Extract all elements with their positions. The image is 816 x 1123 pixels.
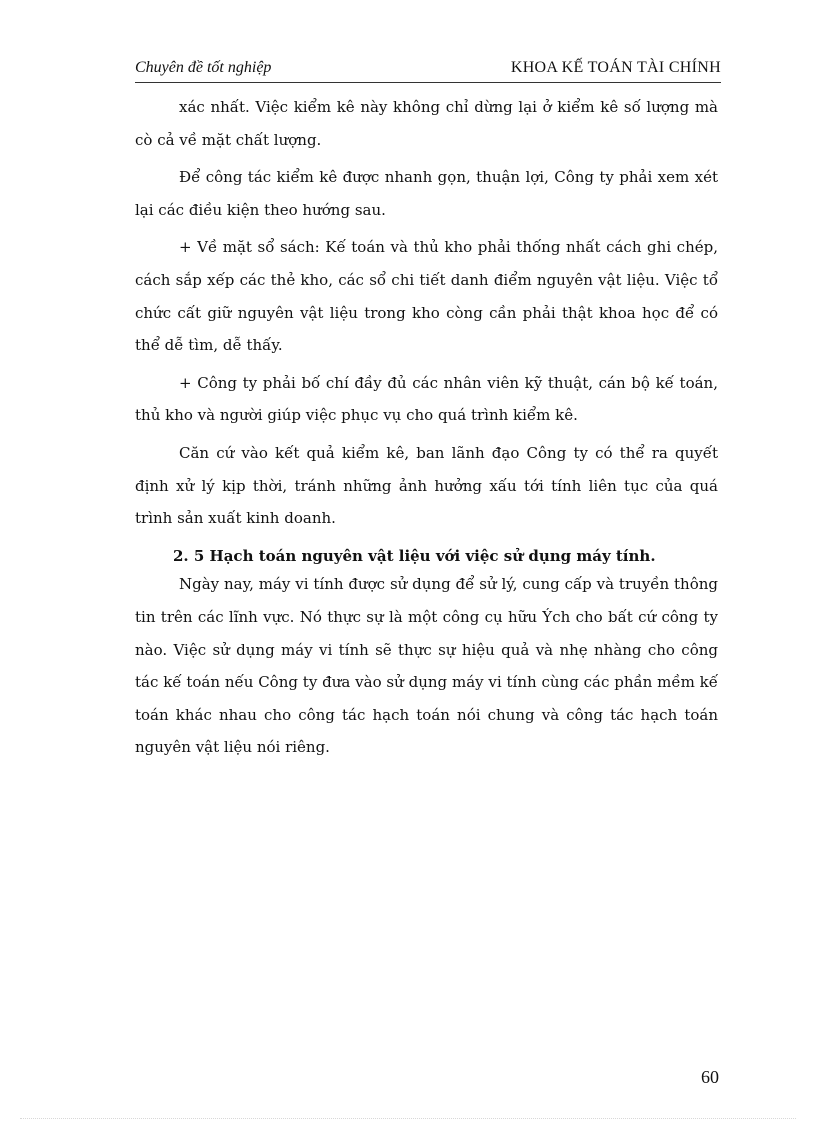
header-faculty: KHOA KẾ TOÁN TÀI CHÍNH: [510, 59, 721, 76]
body-text: [135, 91, 718, 769]
header-document-type: Chuyên đề tốt nghiệp: [135, 59, 272, 76]
paragraph-computer-accounting: Ngày nay, máy vi tính được sử dụng để sử lý, cung cấp và truyền thông tin trên các lĩnh vực. Nó thực sự là một công cụ hữu Ých cho bất cứ công ty nào. Việc sử dụng máy vi tính sẽ thực sự hiệu quả và nhẹ nhàng cho công tác kế toán nếu Công ty đưa vào sử dụng máy vi tính cùng các phần mềm kế toán khác nhau cho công tác hạch toán nói chung và công tác hạch toán nguyên vật liệu nói riêng.: [135, 575, 718, 757]
page-bottom-rule: [20, 1118, 796, 1119]
page-header: [135, 58, 721, 83]
paragraph-bookkeeping: + Về mặt sổ sách: Kế toán và thủ kho phải thống nhất cách ghi chép, cách sắp xếp các thẻ kho, các sổ chi tiết danh điểm nguyên vật liệu. Việc tổ chức cất giữ nguyên vật liệu trong kho còng cần phải thật khoa học để có thể dễ tìm, dễ thấy.: [135, 238, 718, 355]
paragraph-inventory-results: Căn cứ vào kết quả kiểm kê, ban lãnh đạo Công ty có thể ra quyết định xử lý kịp thời, tránh những ảnh hưởng xấu tới tính liên tục của quá trình sản xuất kinh doanh.: [135, 443, 718, 528]
paragraph-continuation: xác nhất. Việc kiểm kê này không chỉ dừng lại ở kiểm kê số lượng mà cò cả về mặt chất lượng.: [135, 98, 718, 149]
paragraph-staffing: + Công ty phải bố chí đầy đủ các nhân viên kỹ thuật, cán bộ kế toán, thủ kho và người giúp việc phục vụ cho quá trình kiểm kê.: [135, 373, 718, 425]
page-number: 60: [701, 1067, 719, 1087]
paragraph-inventory-conditions: Để công tác kiểm kê được nhanh gọn, thuận lợi, Công ty phải xem xét lại các điều kiện theo hướng sau.: [135, 168, 718, 219]
section-heading: 2. 5 Hạch toán nguyên vật liệu với việc sử dụng máy tính.: [173, 546, 656, 565]
